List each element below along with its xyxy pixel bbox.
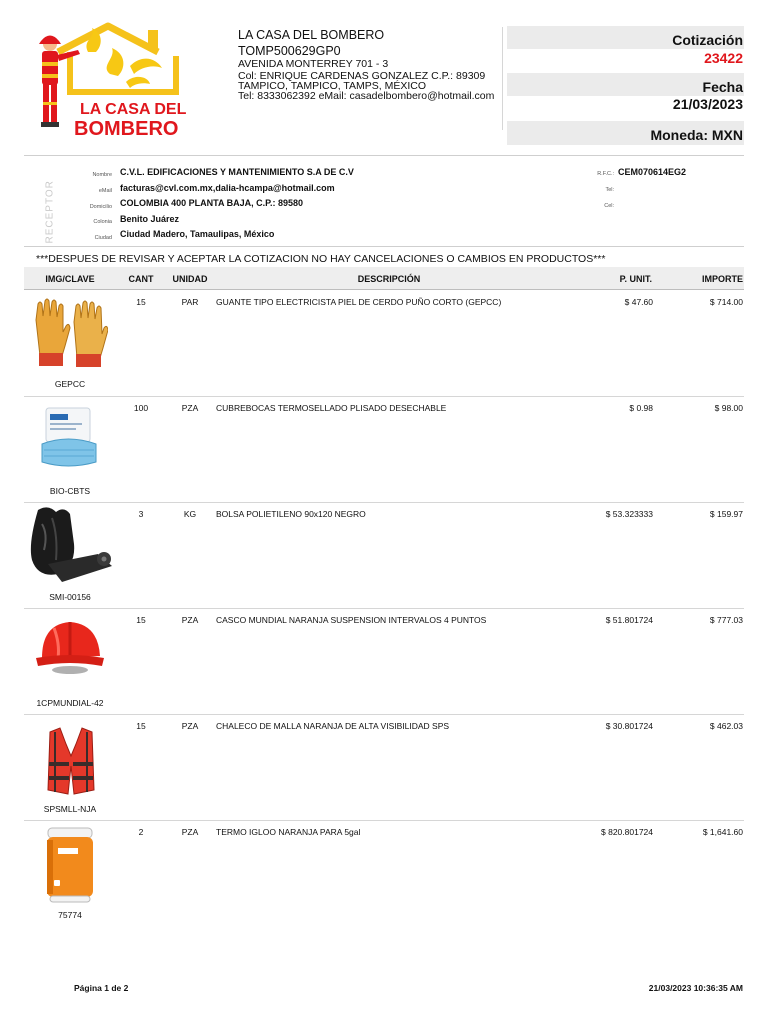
col-unidad: UNIDAD <box>172 274 208 284</box>
divider-header <box>24 155 744 156</box>
row-amount: $ 159.97 <box>709 509 743 519</box>
currency-label: Moneda: MXN <box>650 127 743 143</box>
date-label: Fecha <box>702 79 743 95</box>
no-cancellation-notice: ***DESPUES DE REVISAR Y ACEPTAR LA COTIZACION NO HAY CANCELACIONES O CAMBIOS EN PRODUCTOS*** <box>36 253 606 265</box>
divider-receptor <box>24 246 744 247</box>
row-divider <box>24 820 744 821</box>
quote-number: 23422 <box>704 50 743 66</box>
table-row-code: SPSMLL-NJA <box>43 804 97 814</box>
col-precio-unitario: P. UNIT. <box>619 274 652 284</box>
row-amount: $ 714.00 <box>709 297 743 307</box>
row-unit-price: $ 30.801724 <box>605 721 653 731</box>
cel-label: Cel: <box>604 203 614 209</box>
field-label-address: Domicilio <box>89 204 112 210</box>
col-img-clave: IMG/CLAVE <box>45 274 95 284</box>
row-divider <box>24 502 744 503</box>
row-qty: 3 <box>138 509 144 519</box>
quote-date: 21/03/2023 <box>672 96 743 112</box>
header-divider <box>502 27 503 130</box>
row-unit: PZA <box>181 615 199 625</box>
hardhat-image <box>34 614 106 684</box>
row-description: CUBREBOCAS TERMOSELLADO PLISADO DESECHABLE <box>216 403 447 413</box>
row-description: GUANTE TIPO ELECTRICISTA PIEL DE CERDO PUÑO CORTO (GEPCC) <box>216 297 502 307</box>
rfc-label: R.F.C.: <box>597 171 614 177</box>
field-label-city: Ciudad <box>94 235 112 241</box>
client-city: Ciudad Madero, Tamaulipas, México <box>120 229 275 239</box>
client-email: facturas@cvl.com.mx,dalia-hcampa@hotmail.com <box>120 183 335 193</box>
table-row-code: 1CPMUNDIAL-42 <box>36 698 104 708</box>
issuer-contact: Tel: 8333062392 eMail: casadelbombero@hotmail.com <box>238 90 495 102</box>
client-address: COLOMBIA 400 PLANTA BAJA, C.P.: 89580 <box>120 198 304 208</box>
col-importe: IMPORTE <box>701 274 743 284</box>
tel-label: Tel: <box>605 187 614 193</box>
svg-text:LA CASA DEL: LA CASA DEL <box>80 101 187 118</box>
water-cooler-image <box>44 826 96 904</box>
gloves-image <box>32 298 108 368</box>
row-amount: $ 462.03 <box>709 721 743 731</box>
row-unit-price: $ 53.323333 <box>605 509 653 519</box>
client-rfc: CEM070614EG2 <box>618 167 687 177</box>
company-logo <box>30 22 190 142</box>
table-row-code: BIO-CBTS <box>49 486 91 496</box>
row-description: CHALECO DE MALLA NARANJA DE ALTA VISIBILIDAD SPS <box>216 721 450 731</box>
svg-text:BOMBERO: BOMBERO <box>74 118 179 140</box>
quote-label: Cotización <box>672 32 743 48</box>
receptor-tag: RECEPTOR <box>44 180 56 244</box>
row-unit-price: $ 820.801724 <box>601 827 653 837</box>
table-row-code: GEPCC <box>54 379 86 389</box>
client-colonia: Benito Juárez <box>120 214 180 224</box>
issuer-block <box>238 28 500 101</box>
facemask-image <box>40 406 100 468</box>
row-unit-price: $ 0.98 <box>629 403 653 413</box>
col-descripcion: DESCRIPCIÓN <box>357 274 421 284</box>
table-row-code: 75774 <box>58 910 82 920</box>
row-qty: 15 <box>136 297 146 307</box>
field-label-name: Nombre <box>92 172 112 178</box>
row-amount: $ 777.03 <box>709 615 743 625</box>
print-timestamp: 21/03/2023 10:36:35 AM <box>648 983 743 993</box>
row-description: CASCO MUNDIAL NARANJA SUSPENSION INTERVALOS 4 PUNTOS <box>216 615 487 625</box>
row-divider <box>24 396 744 397</box>
issuer-address-line3: TAMPICO, TAMPICO, TAMPS, MÉXICO <box>238 80 427 92</box>
field-label-email: eMail <box>98 188 112 194</box>
row-description: TERMO IGLOO NARANJA PARA 5gal <box>216 827 361 837</box>
row-divider <box>24 714 744 715</box>
safety-vest-image <box>44 726 98 798</box>
issuer-rfc: TOMP500629GP0 <box>238 44 341 58</box>
row-unit-price: $ 47.60 <box>624 297 653 307</box>
row-unit: PAR <box>181 297 199 307</box>
row-unit: PZA <box>181 721 199 731</box>
row-description: BOLSA POLIETILENO 90x120 NEGRO <box>216 509 366 519</box>
row-unit: KG <box>183 509 197 519</box>
row-qty: 100 <box>133 403 149 413</box>
field-label-colonia: Colonia <box>93 219 112 225</box>
row-qty: 15 <box>136 615 146 625</box>
row-qty: 2 <box>138 827 144 837</box>
row-unit-price: $ 51.801724 <box>605 615 653 625</box>
issuer-address-line1: AVENIDA MONTERREY 701 - 3 <box>238 58 389 70</box>
client-name: C.V.L. EDIFICACIONES Y MANTENIMIENTO S.A DE C.V <box>120 167 354 177</box>
row-amount: $ 1,641.60 <box>702 827 743 837</box>
row-unit: PZA <box>181 403 199 413</box>
row-amount: $ 98.00 <box>714 403 743 413</box>
page-number: Página 1 de 2 <box>74 983 129 993</box>
issuer-address-line2: Col: ENRIQUE CARDENAS GONZALEZ C.P.: 89309 <box>238 69 486 82</box>
table-row-code: SMI-00156 <box>49 592 91 602</box>
issuer-name: LA CASA DEL BOMBERO <box>238 28 385 42</box>
col-cant: CANT <box>128 274 154 284</box>
row-unit: PZA <box>181 827 199 837</box>
row-divider <box>24 608 744 609</box>
trash-bag-image <box>28 504 114 586</box>
row-qty: 15 <box>136 721 146 731</box>
